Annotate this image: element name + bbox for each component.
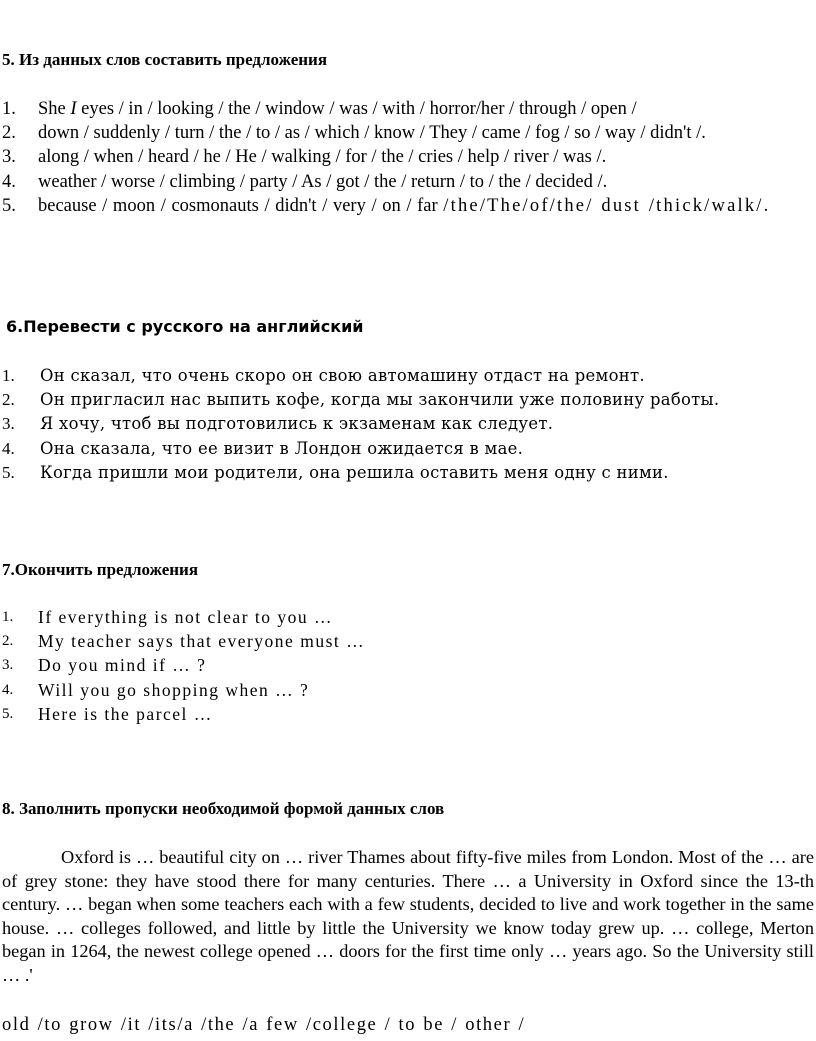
section-8-title: 8. Заполнить пропуски необходимой формой данных слов <box>2 799 445 818</box>
item-number: 1. <box>2 99 16 119</box>
item-number: 5. <box>2 195 16 216</box>
item-number: 2. <box>2 123 16 144</box>
item-text: If everything is not clear to you … <box>38 607 334 627</box>
section-7-list <box>0 605 814 726</box>
item-number: 1. <box>2 609 14 625</box>
item-number: 2. <box>2 390 15 410</box>
list-item <box>0 170 814 194</box>
item-number: 5. <box>2 705 14 722</box>
section-6-title: 6.Перевести с русского на английский <box>6 317 364 336</box>
section-7-title: 7.Окончить предложения <box>2 560 199 579</box>
item-text: Do you mind if … ? <box>38 655 207 676</box>
list-item <box>0 121 814 145</box>
item-text: because / moon / cosmonauts / didn't / very / on / far /the/The/of/the/ dust /thick/walk/. <box>38 195 771 216</box>
item-text: Она сказала, что ее визит в Лондон ожидается в мае. <box>40 438 524 458</box>
list-item <box>0 629 814 653</box>
list-item <box>0 145 814 169</box>
list-item <box>0 388 814 412</box>
list-item <box>0 461 814 485</box>
section-5-title: 5. Из данных слов составить предложения <box>2 50 328 69</box>
item-text: down / suddenly / turn / the / to / as / which / know / They / came / fog / so / way / didn't /. <box>38 123 706 144</box>
item-number: 1. <box>2 366 15 385</box>
item-text: Here is the parcel … <box>38 703 213 724</box>
word-bank: old /to grow /it /its/a /the /a few /college / to be / other / <box>2 1015 526 1035</box>
item-number: 4. <box>2 438 15 458</box>
item-number: 4. <box>2 171 16 192</box>
list-item <box>0 702 814 726</box>
list-item <box>0 678 814 702</box>
item-text: Я хочу, чтоб вы подготовились к экзаменам как следует. <box>40 414 554 434</box>
item-text: along / when / heard / he / He / walking / for / the / cries / help / river / was /. <box>38 147 607 168</box>
item-number: 4. <box>2 681 14 698</box>
list-item <box>0 194 814 218</box>
list-item <box>0 97 814 121</box>
list-item <box>0 412 814 436</box>
item-text: Will you go shopping when … ? <box>38 679 310 700</box>
item-number: 2. <box>2 633 14 650</box>
item-text: Когда пришли мои родители, она решила оставить меня одну с ними. <box>40 462 669 482</box>
item-number: 5. <box>2 462 15 482</box>
fill-in-paragraph: Oxford is … beautiful city on … river Thames about fifty-five miles from London. Most of the … are of grey stone: they have stood there for many centuries. There … a University in Oxford since the 13-th century. … began when some teachers each with a few students, decided to live and work together in the same house. … colleges followed, and little by little the University we know today grew up. … college, Merton began in 1264, the newest college opened … doors for the first time only … years ago. So the University still … .' <box>2 847 814 985</box>
list-item <box>0 437 814 461</box>
list-item <box>0 364 814 388</box>
item-text: She I eyes / in / looking / the / window / was / with / horror/her / through / open / <box>38 99 637 119</box>
section-5-list <box>0 97 814 218</box>
section-6-list <box>0 364 814 485</box>
item-number: 3. <box>2 657 14 674</box>
item-text: Он пригласил нас выпить кофе, когда мы закончили уже половину работы. <box>40 390 720 410</box>
list-item <box>0 653 814 677</box>
item-text: My teacher says that everyone must … <box>38 631 366 652</box>
item-text: weather / worse / climbing / party / As / got / the / return / to / the / decided /. <box>38 171 608 192</box>
item-number: 3. <box>2 147 16 168</box>
item-number: 3. <box>2 414 15 434</box>
list-item <box>0 605 814 629</box>
item-text: Он сказал, что очень скоро он свою автомашину отдаст на ремонт. <box>40 366 645 385</box>
